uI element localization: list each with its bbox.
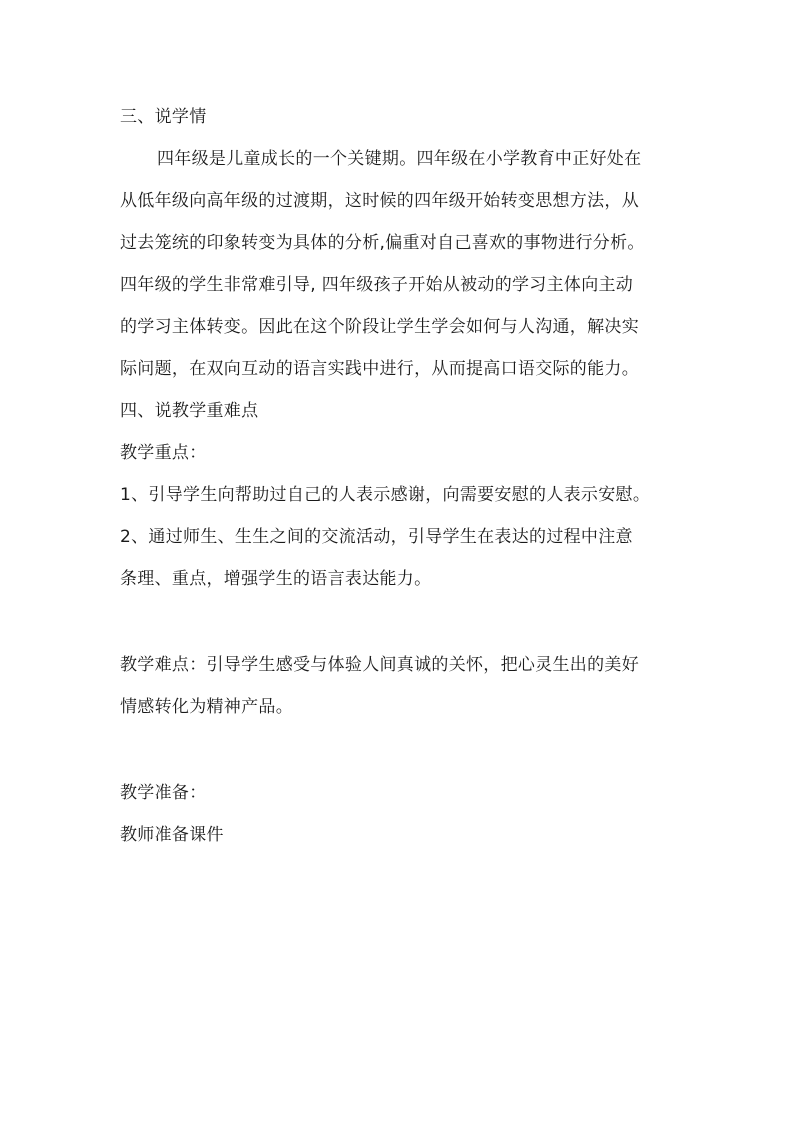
paragraph-line: 的学习主体转变。因此在这个阶段让学生学会如何与人沟通，解决实 bbox=[120, 317, 639, 337]
paragraph-line: 过去笼统的印象转变为具体的分析,偏重对自己喜欢的事物进行分析。 bbox=[120, 233, 645, 253]
preparation-label: 教学准备： bbox=[120, 783, 207, 803]
preparation-text: 教师准备课件 bbox=[120, 825, 224, 845]
document-body bbox=[120, 96, 682, 856]
paragraph-line: 际问题，在双向互动的语言实践中进行，从而提高口语交际的能力。 bbox=[120, 359, 639, 379]
blank-line bbox=[120, 728, 682, 772]
key-point-2-line: 条理、重点，增强学生的语言表达能力。 bbox=[120, 569, 432, 589]
paragraph-line: 从低年级向高年级的过渡期，这时候的四年级开始转变思想方法，从 bbox=[120, 191, 639, 211]
key-point-2-line: 2、通过师生、生生之间的交流活动，引导学生在表达的过程中注意 bbox=[120, 527, 633, 547]
blank-line bbox=[120, 600, 682, 644]
learning-situation-paragraph bbox=[120, 138, 682, 390]
difficulty-line: 教学难点：引导学生感受与体验人间真诚的关怀，把心灵生出的美好 bbox=[120, 655, 639, 675]
key-point-1: 1、引导学生向帮助过自己的人表示感谢，向需要安慰的人表示安慰。 bbox=[120, 485, 651, 505]
paragraph-line: 四年级是儿童成长的一个关键期。四年级在小学教育中正好处在 bbox=[157, 149, 642, 169]
paragraph-line: 四年级的学生非常难引导, 四年级孩子开始从被动的学习主体向主动 bbox=[120, 275, 634, 295]
section-heading-key-difficulties: 四、说教学重难点 bbox=[120, 401, 259, 421]
key-point-2 bbox=[120, 516, 682, 600]
teaching-difficulty bbox=[120, 644, 682, 728]
key-points-label: 教学重点： bbox=[120, 443, 207, 463]
section-heading-learning-situation: 三、说学情 bbox=[120, 107, 207, 127]
difficulty-line: 情感转化为精神产品。 bbox=[120, 697, 293, 717]
